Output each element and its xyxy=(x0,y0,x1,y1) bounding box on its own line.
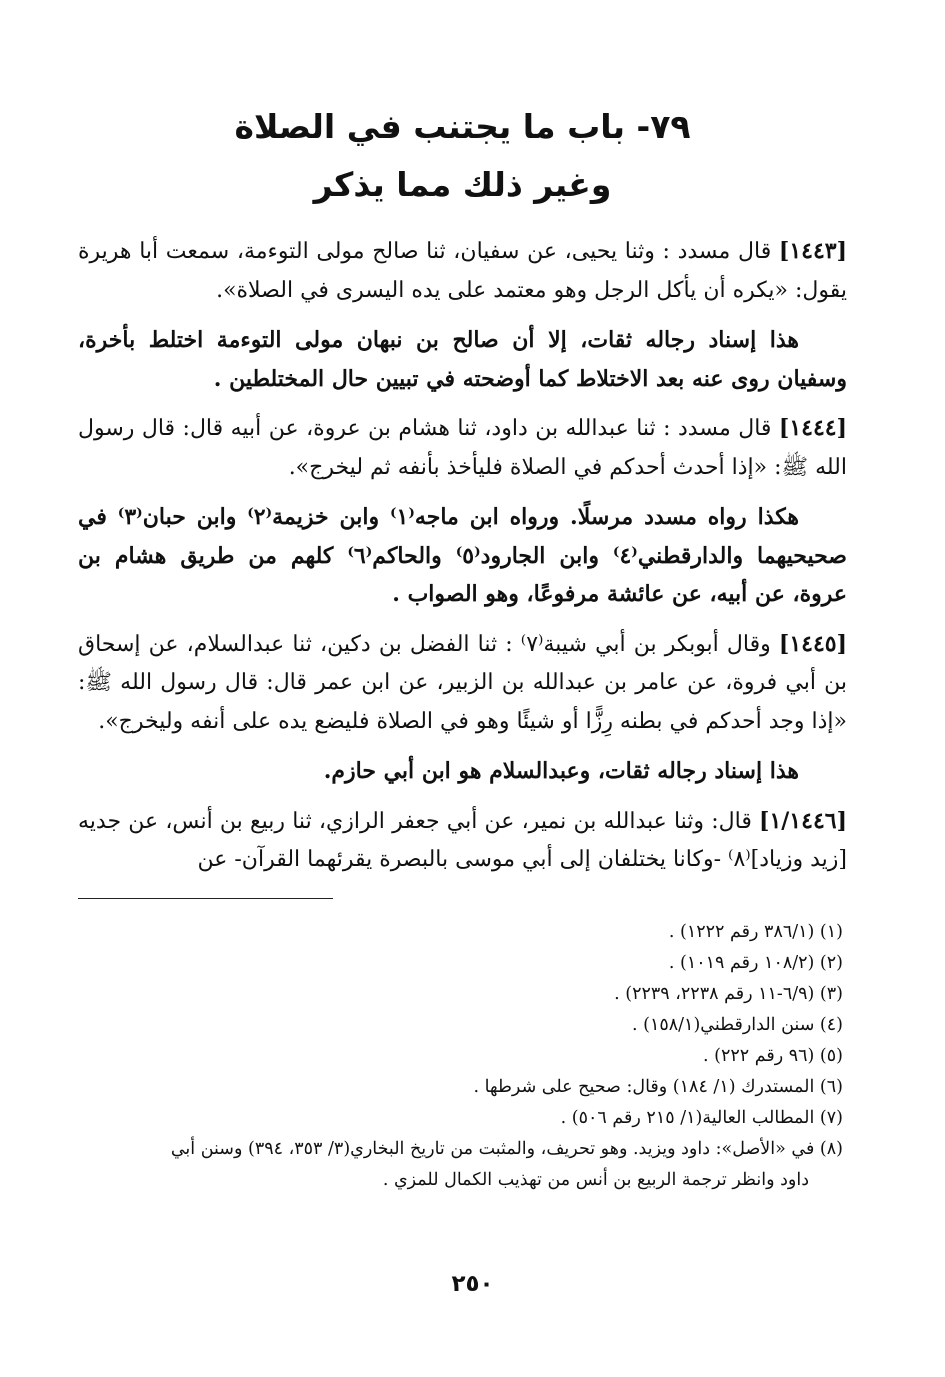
chapter-title-line-2: وغير ذلك مما يذكر xyxy=(313,165,612,204)
hadith-number: [١/١٤٤٦] xyxy=(759,807,847,834)
footnote-6: (٦) المستدرك (١/ ١٨٤) وقال: صحيح على شرطها . xyxy=(473,1076,843,1097)
page-number: ٢٥٠ xyxy=(451,1271,494,1297)
footnotes xyxy=(78,917,847,1196)
footnote-8-continued: داود وانظر ترجمة الربيع بن أنس من تهذيب الكمال للمزي . xyxy=(382,1169,809,1190)
footnote-separator xyxy=(78,898,333,899)
commentary-text: هذا إسناد رجاله ثقات، وعبدالسلام هو ابن أبي حازم. xyxy=(323,758,799,784)
hadith-1446-1 xyxy=(78,802,847,880)
footnote-8: (٨) في «الأصل»: داود ويزيد. وهو تحريف، والمثبت من تاريخ البخاري(٣/ ٣٥٣، ٣٩٤) وسنن أبي xyxy=(170,1138,843,1159)
footnote-5: (٥) (٩٦ رقم ٢٢٢) . xyxy=(702,1045,843,1066)
hadith-text: قال مسدد : ثنا عبدالله بن داود، ثنا هشام بن عروة، عن أبيه قال: قال رسول الله ﷺ: «إذا أحدث أحدكم في الصلاة فليأخذ بأنفه ثم ليخرج». xyxy=(78,416,847,480)
hadith-text: قال: وثنا عبدالله بن نمير، عن أبي جعفر الرازي، ثنا ربيع بن أنس، عن جديه [زيد وزياد]⁽٨⁾ -وكانا يختلفان إلى أبي موسى بالبصرة يقرئهما القرآن- عن xyxy=(78,808,847,872)
commentary-text: هذا إسناد رجاله ثقات، إلا أن صالح بن نبهان مولى التوءمة اختلط بأخرة، وسفيان روى عنه بعد الاختلاط كما أوضحته في تبيين حال المختلطين . xyxy=(78,327,847,392)
footnote-7: (٧) المطالب العالية(١/ ٢١٥ رقم ٥٠٦) . xyxy=(560,1107,843,1128)
hadith-number: [١٤٤٣] xyxy=(778,238,847,264)
footnote-4: (٤) سنن الدارقطني(١٥٨/١) . xyxy=(631,1014,843,1035)
hadith-1444 xyxy=(78,409,847,487)
commentary-1444 xyxy=(78,498,847,614)
chapter-title xyxy=(78,98,847,214)
commentary-text: هكذا رواه مسدد مرسلًا. ورواه ابن ماجه⁽١⁾ وابن خزيمة⁽٢⁾ وابن حبان⁽٣⁾ في صحيحيهما والدارقطني⁽٤⁾ وابن الجارود⁽٥⁾ والحاكم⁽٦⁾ كلهم من طريق هشام بن عروة، عن أبيه، عن عائشة مرفوعًا، وهو الصواب . xyxy=(78,504,847,607)
hadith-text: قال مسدد : وثنا يحيى، عن سفيان، ثنا صالح مولى التوءمة، سمعت أبا هريرة يقول: «يكره أن يأكل الرجل وهو معتمد على يده اليسرى في الصلاة». xyxy=(78,239,847,303)
hadith-number: [١٤٤٥] xyxy=(778,630,847,657)
chapter-title-line-1: ٧٩- باب ما يجتنب في الصلاة xyxy=(234,107,691,146)
footnote-2: (٢) (١٠٨/٢ رقم ١٠١٩) . xyxy=(668,952,843,973)
commentary-1443 xyxy=(78,321,847,398)
hadith-1443 xyxy=(78,232,847,310)
commentary-1445 xyxy=(78,752,847,791)
hadith-number: [١٤٤٤] xyxy=(778,415,847,441)
footnote-1: (١) (٣٨٦/١ رقم ١٢٢٢) . xyxy=(668,921,843,942)
footnote-3: (٣) (٦/٩-١١ رقم ٢٢٣٨، ٢٢٣٩) . xyxy=(614,983,843,1004)
hadith-text: وقال أبوبكر بن أبي شيبة⁽٧⁾ : ثنا الفضل بن دكين، ثنا عبدالسلام، عن إسحاق بن أبي فروة، عن عامر بن عبدالله بن الزبير، عن ابن عمر قال: قال رسول الله ﷺ: «إذا وجد أحدكم في بطنه رِزًّا أو شيئًا وهو في الصلاة فليضع يده على أنفه وليخرج». xyxy=(78,631,847,734)
hadith-1445 xyxy=(78,625,847,742)
